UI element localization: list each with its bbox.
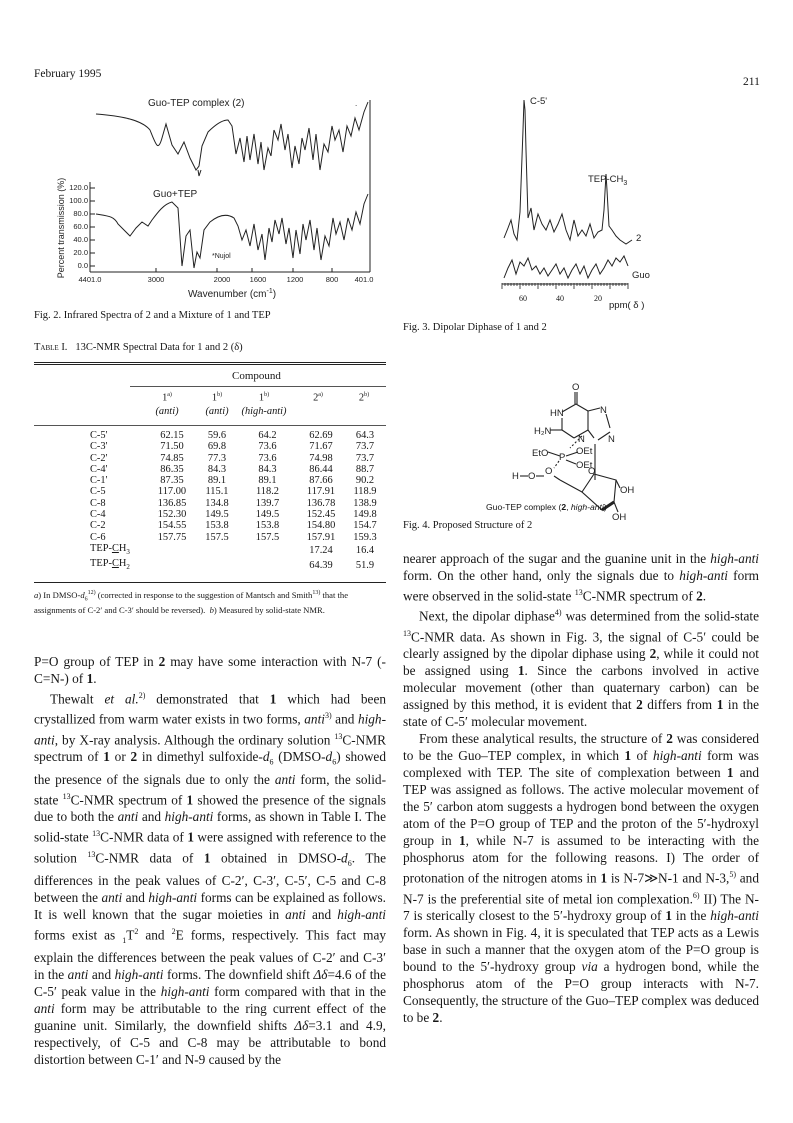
atom-oh: OH	[612, 512, 627, 520]
fig4-complex-label: Guo-TEP complex (2, high-anti)	[486, 502, 607, 512]
fig3-label-guo: Guo	[632, 270, 650, 281]
table-cell: 136.78	[306, 497, 336, 509]
table-cell	[237, 543, 298, 558]
table-cell: 64.2	[258, 430, 277, 441]
table-row	[34, 520, 386, 531]
table-cell: 136.85	[157, 497, 187, 509]
atom-o: O	[572, 382, 580, 393]
xtick: 2000	[213, 275, 231, 284]
ytick: 0.0	[77, 261, 88, 270]
table-cell: 62.15	[160, 430, 184, 441]
table1-footnote: a) In DMSO-$d_6^{12)}$ (corrected in response to the suggestion of Mantsch and Smith$^{13)}$ that the assignments of C-2′ and C-3′ should be reversed). b) Measured by solid-state NMR.	[34, 589, 349, 616]
fig3-label-tep: TEP-$CH_3$	[588, 174, 628, 187]
ytick: 40.0	[73, 235, 88, 244]
table-cell: 117.91	[306, 486, 336, 498]
xtick: 800	[325, 275, 339, 284]
ytick: 100.0	[69, 196, 88, 205]
table-cell: 118.2	[256, 486, 279, 498]
atom-o: O	[588, 466, 596, 477]
ytick: 120.0	[69, 183, 88, 192]
col-header: 2$^{a)}$	[313, 392, 323, 404]
table-cell: 62.69	[309, 430, 333, 441]
right-p2: Next, the dipolar diphase$^{4)}$ was determined from the solid-state $^{13}$C-NMR data. As shown in Fig. 3, the signal of C-5′ could be clearly assigned by the dipolar diphase using 2, while it could not be assigned using 1. Since the carbons involved in active molecular movement (other than quaternary carbon) can be assigned by this method, it is evident that 2 differs from 1 in the state of C-5′ molecular movement.	[403, 608, 760, 730]
atom-o: O	[545, 466, 553, 477]
table-cell: 84.3	[258, 463, 277, 475]
fig3-xtick: 20	[594, 294, 602, 303]
col-form: (anti)	[155, 406, 179, 417]
fig2-xlabel: Wavenumber $(cm^{-1})$	[187, 288, 277, 300]
table-cell	[147, 543, 197, 558]
atom-n7: N	[578, 434, 585, 445]
table-row	[34, 475, 386, 486]
atom-oet: OEt	[576, 460, 593, 471]
table-cell: 73.6	[258, 441, 277, 453]
table-row	[34, 509, 386, 520]
row-label: C-2	[90, 520, 106, 532]
table-row	[34, 441, 386, 452]
table-cell: 64.39	[309, 560, 333, 572]
table-cell: 89.1	[207, 475, 227, 487]
row-label: C-2'	[90, 452, 108, 464]
left-p0: P=O group of TEP in 2 may have some interaction with N-7 (-C=N-) of 1.	[34, 654, 386, 686]
table-cell: 69.8	[207, 441, 227, 453]
atom-eto: EtO	[532, 448, 549, 459]
table-cell: 149.5	[205, 509, 229, 521]
table-cell: 159.3	[353, 531, 377, 543]
fig3-xtick: 40	[556, 294, 564, 303]
table-cell: 86.35	[160, 463, 184, 475]
row-label: C-4	[90, 509, 106, 521]
table-cell: 77.3	[207, 452, 227, 464]
table-cell: 16.4	[355, 545, 375, 556]
ytick: 60.0	[73, 222, 88, 231]
table-cell: 118.9	[353, 486, 377, 498]
table-cell: 154.55	[157, 520, 187, 532]
table-row	[34, 532, 386, 543]
table-cell: 89.1	[258, 475, 277, 487]
table-cell: 152.45	[306, 509, 336, 521]
row-label: C-5	[90, 486, 106, 498]
table-cell: 64.3	[355, 430, 375, 441]
atom-h: H	[512, 471, 519, 482]
ytick: 80.0	[73, 209, 88, 218]
atom-p: P	[559, 452, 566, 463]
fig2-label-mixture: Guo+TEP	[153, 189, 198, 200]
row-label: C-8	[90, 497, 106, 509]
table-cell: 87.66	[309, 475, 333, 487]
page-number: 211	[743, 76, 760, 88]
svg-text:.: .	[355, 99, 358, 108]
table-cell: 71.50	[160, 441, 184, 453]
table-cell: 73.6	[258, 452, 277, 464]
xtick: 3000	[147, 275, 165, 284]
table-row	[34, 430, 386, 441]
table-row	[34, 558, 386, 573]
xtick: 1600	[249, 275, 267, 284]
row-label: C-5'	[90, 430, 108, 441]
row-label: TEP-$CH_2$	[90, 558, 130, 572]
atom-h2n: H₂N	[534, 426, 552, 437]
ytick: 20.0	[73, 248, 88, 257]
fig2-label-complex: Guo-TEP complex (2)	[148, 98, 245, 109]
table-cell: 73.7	[355, 452, 375, 464]
atom-n9: N	[608, 434, 615, 445]
fig3-xunit: ppm( δ )	[609, 300, 645, 311]
xtick: 4401.0	[78, 275, 102, 284]
fig3-caption: Fig. 3. Dipolar Diphase of 1 and 2	[403, 322, 547, 333]
fig2-label-nujol: *Nujol	[212, 253, 231, 260]
right-p1: nearer approach of the sugar and the guanine unit in the high-anti form. On the other hand, only the signals due to high-anti form were observed in the solid-state $^{13}$C-NMR spectrum of 2.	[403, 551, 760, 604]
table-cell: 74.85	[160, 452, 184, 464]
row-label: C-1'	[90, 475, 108, 487]
table-cell: 73.7	[355, 441, 375, 453]
table1-compound-header: Compound	[232, 370, 281, 382]
table-row	[34, 486, 386, 497]
table-cell: 88.7	[355, 463, 375, 475]
table1-body	[34, 430, 386, 574]
table-cell: 149.5	[255, 509, 280, 521]
row-label: C-4'	[90, 463, 108, 475]
table-cell: 74.98	[309, 452, 333, 464]
table-cell: 90.2	[355, 475, 375, 487]
table-cell: 17.24	[309, 545, 333, 556]
table-cell: 117.00	[157, 486, 187, 498]
col-header: 1$^{a)}$	[162, 392, 172, 404]
table-cell: 157.5	[205, 531, 229, 543]
atom-o: O	[528, 471, 536, 482]
fig2-ir-spectra	[52, 90, 382, 320]
table-cell: 157.75	[157, 531, 187, 543]
table-cell: 157.5	[255, 531, 280, 543]
table-cell: 71.67	[309, 441, 333, 453]
right-p3: From these analytical results, the structure of 2 was considered to be the Guo–TEP complex, in which 1 of high-anti form was complexed with TEP. The site of complexation between 1 and TEP was assigned as follows. The active molecular movement of the 5′ carbon atom suggests a hydrogen bond between the oxygen atom of the P=O group of TEP and the proton of the 5′-hydroxyl group in 1, while N-7 is assumed to be interacting with the phosphorus atom for the following reasons. I) The order of protonation of the nitrogen atoms in 1 is N-7≫N-1 and N-3,$^{5)}$ and N-7 is the preferential site of metal ion complexation.$^{6)}$ II) The N-7 is sterically closest to the 5′-hydroxy group of 1 in the high-anti form. As shown in Fig. 4, it is speculated that TEP acts as a Lewis base in such a manner that the oxygen atom of the P=O group is bound to the 5′-hydroxy group via a hydrogen bond, while the phosphorus atom of the P=O group interacts with N-7. Consequently, the structure of the Guo–TEP complex was deduced to be 2.	[403, 731, 760, 1026]
fig4-structure	[470, 380, 660, 520]
table-row	[34, 464, 386, 475]
table-cell: 149.8	[353, 509, 377, 521]
row-label: C-3'	[90, 441, 108, 453]
col-form: (anti)	[205, 406, 229, 417]
atom-hn: HN	[550, 408, 564, 419]
fig2-ylabel: Percent transmission (%)	[56, 177, 66, 279]
fig2-caption: Fig. 2. Infrared Spectra of 2 and a Mixture of 1 and TEP	[34, 310, 271, 321]
right-column-text	[403, 550, 759, 1026]
table-cell: 87.35	[160, 475, 184, 487]
fig4-caption: Fig. 4. Proposed Structure of 2	[403, 520, 533, 531]
table-cell: 51.9	[355, 560, 375, 572]
table-cell: 134.8	[205, 497, 229, 509]
xtick: 1200	[286, 275, 304, 284]
row-label: TEP-$CH_3$	[90, 542, 130, 557]
fig3-xtick: 60	[519, 294, 527, 303]
atom-oet: OEt	[576, 446, 593, 457]
table-cell: 59.6	[207, 430, 227, 441]
table-cell	[197, 543, 237, 558]
table-row	[34, 498, 386, 509]
table-cell: 152.30	[157, 509, 187, 521]
atom-oh: OH	[620, 485, 635, 496]
table-cell: 84.3	[207, 463, 227, 475]
col-header: 1$^{b)}$	[211, 392, 223, 404]
running-date: February 1995	[34, 68, 102, 80]
table-cell: 139.7	[255, 497, 280, 509]
col-header: 2$^{b)}$	[358, 392, 370, 404]
table-cell: 153.8	[255, 520, 280, 532]
left-p1: Thewalt et al.$^{2)}$ demonstrated that 1 which had been crystallized from warm water exists in two forms, anti$^{3)}$ and high-anti, by X-ray analysis. Although the ordinary solution $^{13}$C-NMR spectrum of 1 or 2 in dimethyl sulfoxide-$d_6$ $(DMSO-d_6)$ showed the presence of the signals due to only the anti form, the solid-state $^{13}$C-NMR spectrum of 1 showed the presence of the signals due to both the anti and high-anti forms, as shown in Table I. The solid-state $^{13}$C-NMR data of 1 were assigned with reference to the solution $^{13}$C-NMR data of 1 obtained in DMSO-$d_6$. The differences in the peak values of C-2′, C-3′, C-5′, C-5 and C-8 between the anti and high-anti forms can be explained as follows. It is well known that the sugar moieties in anti and high-anti forms exist as $_1T^2$ and $^2$E forms, respectively. This fact may explain the differences between the peak values of C-2′ and C-3′ in the anti and high-anti forms. The downfield shift Δδ=4.6 of the C-5′ peak value in the high-anti form compared with that in the anti form may be attributable to the ring current effect of the guanine unit. Similarly, the downfield shifts Δδ=3.1 and 4.9, respectively, of C-5 and C-8 may be attributable to bond distortion between C-1′ and N-9 caused by the	[34, 691, 387, 1067]
xtick: 401.0	[354, 275, 374, 284]
fig3-dipolar-diphase	[500, 90, 660, 290]
table-cell: 138.9	[353, 497, 377, 509]
table-cell: 157.91	[306, 531, 336, 543]
table-row	[34, 543, 386, 558]
table-row	[34, 453, 386, 464]
table-cell: 86.44	[309, 463, 333, 475]
table-cell: 115.1	[205, 486, 229, 498]
table-cell: 154.80	[306, 520, 336, 532]
fig3-label-2: 2	[636, 233, 642, 244]
fig3-label-c5: C-5'	[530, 96, 548, 107]
table1-title: Table I. 13C-NMR Spectral Data for 1 and 2 (δ)	[34, 342, 243, 353]
table-cell	[147, 558, 197, 573]
table-cell	[197, 558, 237, 573]
table-cell: 154.7	[353, 520, 377, 532]
col-header: 1$^{b)}$	[258, 392, 270, 404]
row-label: C-6	[90, 531, 106, 543]
table-cell	[237, 558, 298, 573]
table-cell: 153.8	[205, 520, 229, 532]
left-column-text	[34, 653, 386, 1068]
atom-n: N	[600, 405, 607, 416]
col-form: (high-anti)	[241, 406, 287, 417]
